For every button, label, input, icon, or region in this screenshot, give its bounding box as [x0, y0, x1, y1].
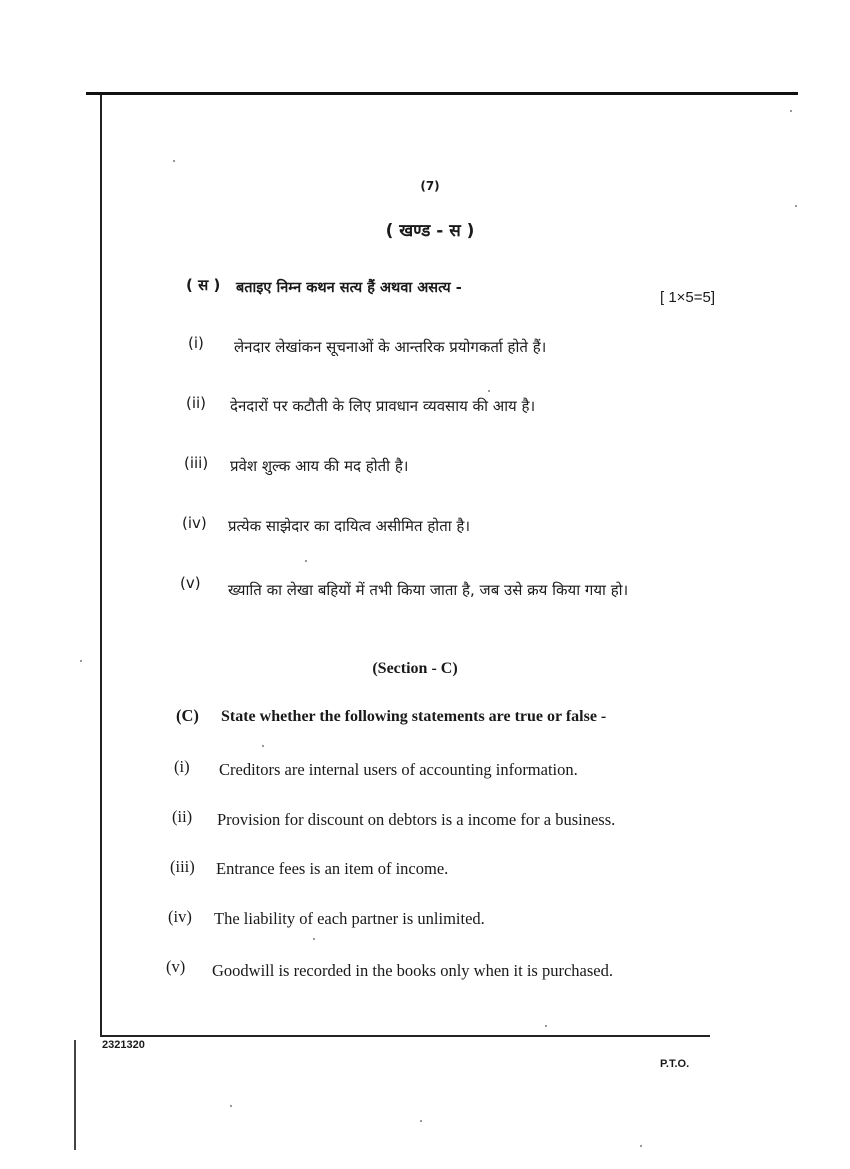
english-item-text: The liability of each partner is unlimited.: [214, 909, 485, 928]
hindi-item-text: प्रत्येक साझेदार का दायित्व असीमित होता है।: [228, 517, 471, 535]
section-heading-hindi: ( खण्ड - स ): [385, 221, 475, 241]
left-margin-line: [74, 1040, 76, 1150]
scan-speck: [420, 1120, 422, 1122]
hindi-item-text: प्रवेश शुल्क आय की मद होती है।: [230, 457, 409, 475]
hindi-item-number: (iv): [182, 514, 207, 532]
scan-speck: [313, 938, 315, 940]
scan-speck: [262, 745, 264, 747]
hindi-item-text: लेनदार लेखांकन सूचनाओं के आन्तरिक प्रयोगकर्ता होते हैं।: [234, 338, 547, 356]
english-item-number: (iv): [168, 907, 192, 926]
scan-speck: [640, 1145, 642, 1147]
pto-label: P.T.O.: [660, 1058, 690, 1070]
marks-allocation: [ 1×5=5]: [660, 289, 716, 306]
english-item-text: Goodwill is recorded in the books only when it is purchased.: [212, 961, 613, 980]
question-text-english: State whether the following statements are true or false -: [221, 708, 607, 725]
hindi-item-text: देनदारों पर कटौती के लिए प्रावधान व्यवसाय की आय है।: [230, 397, 536, 415]
english-item-number: (i): [174, 757, 190, 776]
page-number: (7): [420, 179, 440, 193]
scan-speck: [488, 390, 490, 392]
hindi-item-text: ख्याति का लेखा बहियों में तभी किया जाता है, जब उसे क्रय किया गया हो।: [228, 581, 629, 599]
section-heading-english: (Section - C): [372, 660, 458, 677]
scan-speck: [545, 1025, 547, 1027]
question-text-hindi: बताइए निम्न कथन सत्य हैं अथवा असत्य -: [236, 280, 462, 296]
english-item-text: Creditors are internal users of accounting information.: [219, 760, 578, 779]
english-item-number: (iii): [170, 857, 195, 876]
scan-speck: [80, 660, 82, 662]
english-item-number: (ii): [172, 807, 193, 826]
scan-speck: [305, 560, 307, 562]
english-item-text: Entrance fees is an item of income.: [216, 859, 449, 878]
hindi-item-number: (ii): [186, 394, 207, 412]
hindi-item-number: (iii): [184, 454, 209, 472]
hindi-item-number: (i): [188, 334, 204, 352]
top-border-line: [86, 92, 798, 95]
english-item-text: Provision for discount on debtors is a income for a business.: [217, 810, 616, 829]
scan-speck: [795, 205, 797, 207]
scan-speck: [230, 1105, 232, 1107]
hindi-item-number: (v): [180, 574, 201, 592]
scan-speck: [790, 110, 792, 112]
english-item-number: (v): [166, 957, 186, 976]
left-border-line: [100, 95, 102, 1035]
footer-rule: [100, 1035, 710, 1037]
scan-speck: [173, 160, 175, 162]
question-label-english: (C): [176, 706, 199, 725]
paper-code: 2321320: [102, 1039, 145, 1051]
question-label-hindi: ( स ): [186, 276, 221, 294]
